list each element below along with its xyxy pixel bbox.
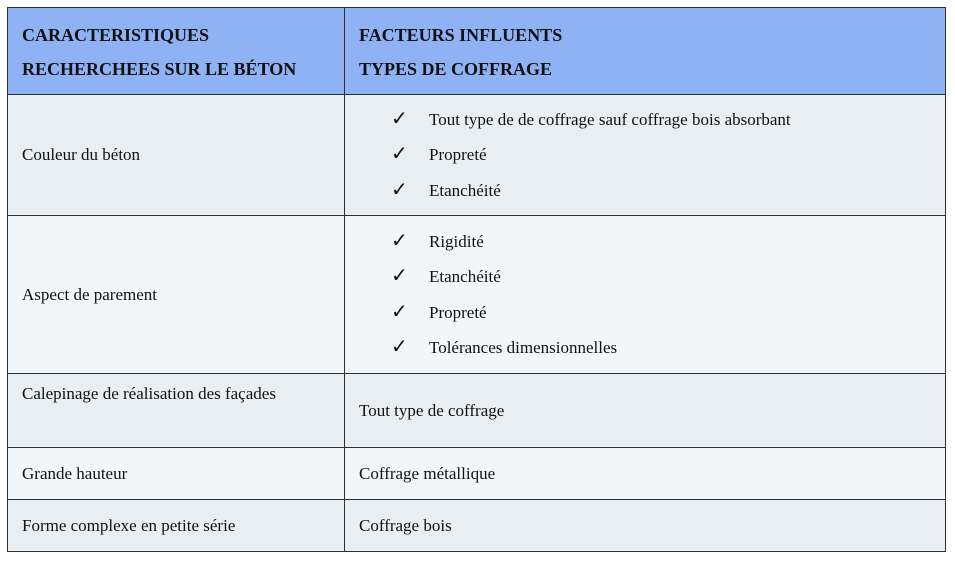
table-row	[8, 95, 946, 216]
list-item	[391, 224, 945, 260]
check-mark-icon: ✓	[391, 336, 408, 358]
factor-text: Tout type de coffrage	[359, 400, 505, 420]
header-characteristics	[8, 8, 345, 95]
list-item	[391, 173, 945, 209]
table-row	[8, 216, 946, 374]
factor-label: Propreté	[429, 145, 487, 165]
characteristic-cell	[8, 448, 345, 500]
list-item	[391, 259, 945, 295]
list-item	[391, 137, 945, 173]
formwork-table	[7, 7, 946, 552]
factor-text: Coffrage métallique	[359, 463, 496, 483]
list-item	[391, 330, 945, 366]
factor-label: Tolérances dimensionnelles	[429, 338, 618, 357]
characteristic-cell	[8, 500, 345, 552]
check-mark-icon: ✓	[391, 265, 408, 287]
check-mark-icon: ✓	[391, 107, 408, 130]
table-row	[8, 374, 946, 448]
check-mark-icon: ✓	[391, 178, 408, 201]
header-characteristics-line2: RECHERCHEES SUR LE BÉTON	[22, 59, 297, 79]
factor-label: Rigidité	[429, 231, 484, 251]
characteristic-label: Calepinage de réalisation des façades	[22, 384, 276, 403]
factor-label: Etanchéité	[429, 267, 501, 286]
characteristic-label: Couleur du béton	[22, 145, 141, 164]
header-factors-line2: TYPES DE COFFRAGE	[359, 59, 553, 79]
check-mark-icon: ✓	[391, 229, 408, 252]
characteristic-cell	[8, 216, 345, 374]
list-item	[391, 102, 945, 138]
characteristic-cell	[8, 95, 345, 216]
characteristic-label: Grande hauteur	[22, 463, 128, 483]
header-row	[8, 8, 946, 95]
list-item	[391, 295, 945, 331]
characteristic-cell	[8, 374, 345, 448]
characteristic-label: Forme complexe en petite série	[22, 515, 236, 535]
factors-cell	[345, 216, 946, 374]
table-row	[8, 500, 946, 552]
characteristic-label: Aspect de parement	[22, 284, 157, 304]
check-mark-icon: ✓	[391, 143, 408, 166]
check-mark-icon: ✓	[391, 300, 408, 323]
header-factors-line1: FACTEURS INFLUENTS	[359, 25, 563, 45]
factors-cell	[345, 95, 946, 216]
header-factors	[345, 8, 946, 95]
factors-cell	[345, 374, 946, 448]
factor-label: Etanchéité	[429, 180, 501, 200]
table-row	[8, 448, 946, 500]
factor-list	[345, 102, 945, 209]
factor-label: Tout type de de coffrage sauf coffrage bois absorbant	[429, 109, 791, 129]
factor-label: Propreté	[429, 302, 487, 322]
factors-cell	[345, 500, 946, 552]
factor-list	[345, 224, 945, 366]
factors-cell	[345, 448, 946, 500]
header-characteristics-line1: CARACTERISTIQUES	[22, 25, 210, 45]
factor-text: Coffrage bois	[359, 515, 452, 535]
